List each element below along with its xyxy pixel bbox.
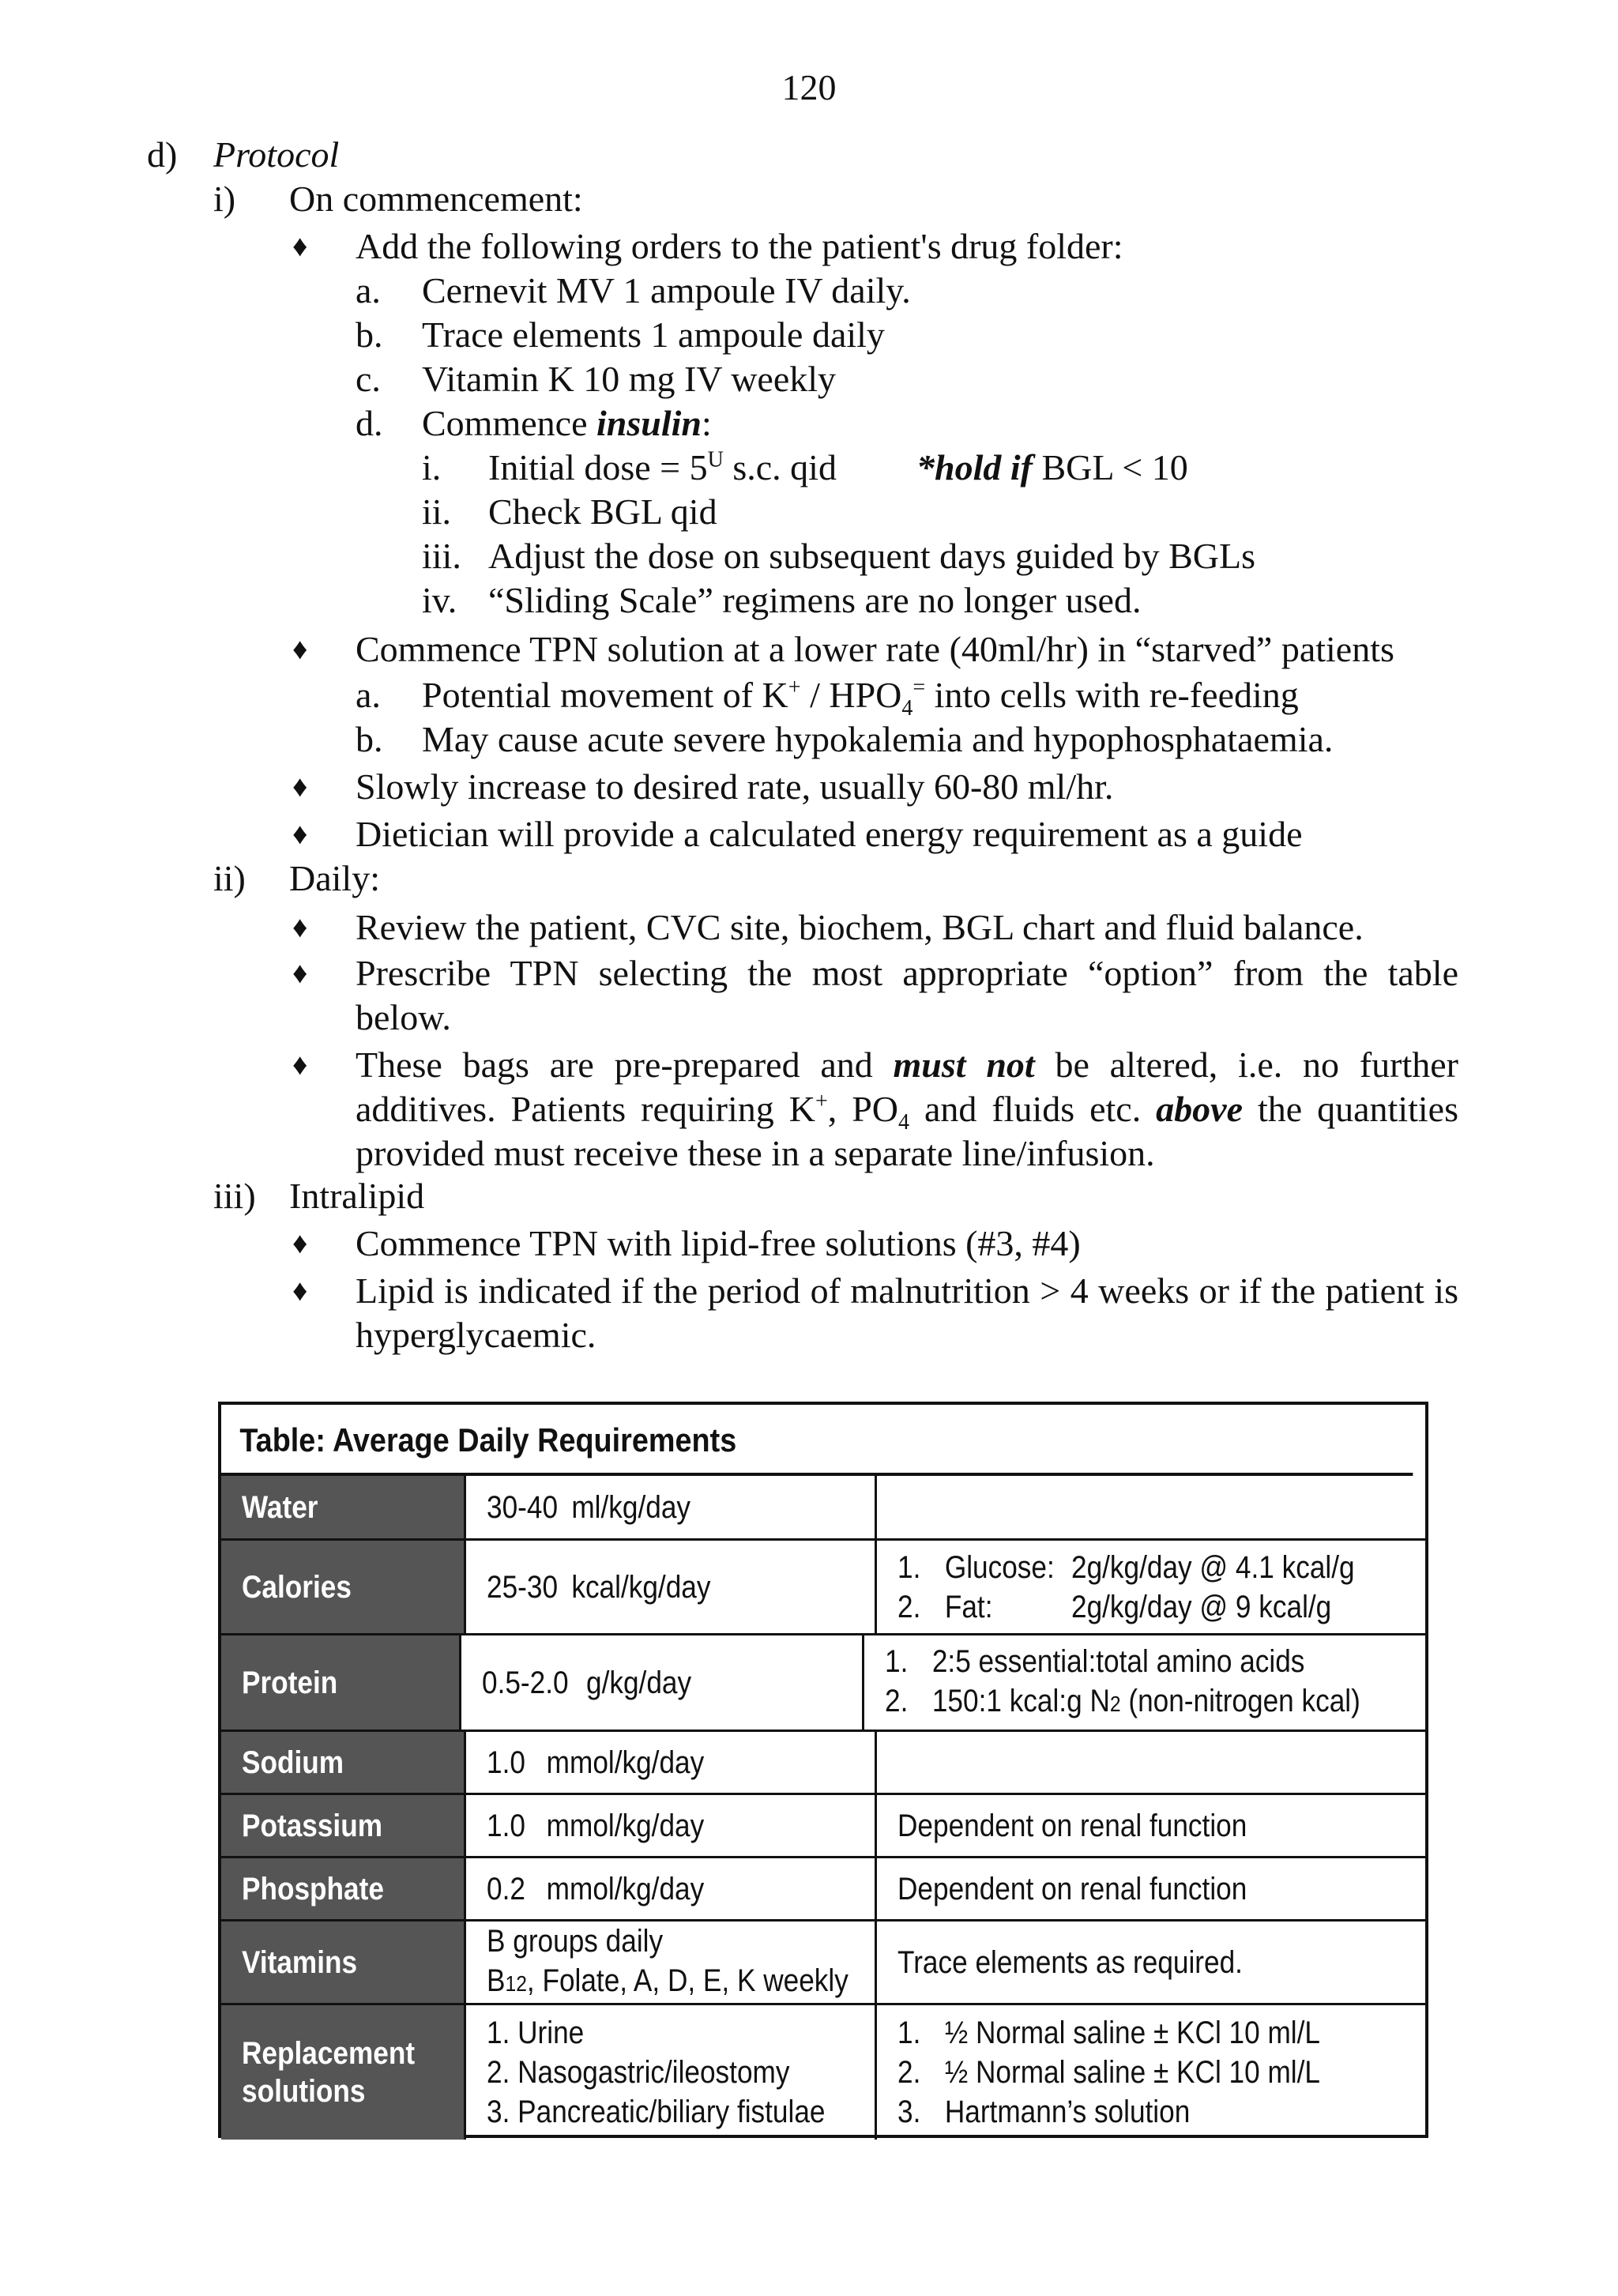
row-header: Calories bbox=[221, 1541, 466, 1633]
subsection-label: iii) bbox=[213, 1176, 256, 1216]
table-row bbox=[221, 1858, 1425, 1921]
row-notes bbox=[877, 1476, 1425, 1538]
section-title: Protocol bbox=[213, 134, 340, 175]
subsection-label: i) bbox=[213, 179, 236, 219]
item-label: b. bbox=[356, 314, 383, 355]
bullet-diamond-icon: ♦ bbox=[292, 957, 308, 990]
row-notes: Trace elements as required. bbox=[897, 1944, 1243, 1980]
row-value: 1.0 mmol/kg/day bbox=[466, 1732, 877, 1793]
item-label: a. bbox=[356, 270, 381, 311]
section-label: d) bbox=[147, 134, 178, 175]
bullet-text: Add the following orders to the patient's drug folder: bbox=[356, 226, 1123, 266]
item-text: May cause acute severe hypokalemia and hypophosphataemia. bbox=[422, 719, 1334, 759]
subsection-title: On commencement: bbox=[289, 179, 583, 219]
subitem-text: “Sliding Scale” regimens are no longer used. bbox=[488, 580, 1142, 620]
bullet-diamond-icon: ♦ bbox=[292, 230, 308, 263]
row-value: 0.5-2.0 g/kg/day bbox=[461, 1635, 864, 1730]
row-notes bbox=[877, 1732, 1425, 1793]
bullet-diamond-icon: ♦ bbox=[292, 1274, 308, 1308]
row-value: 1.0 mmol/kg/day bbox=[466, 1795, 877, 1856]
bullet-text: Slowly increase to desired rate, usually 60-80 ml/hr. bbox=[356, 766, 1114, 807]
table-row bbox=[221, 1635, 1425, 1732]
bullet-text: Commence TPN with lipid-free solutions (#3, #4) bbox=[356, 1223, 1081, 1263]
bullet-diamond-icon: ♦ bbox=[292, 1227, 308, 1260]
item-label: b. bbox=[356, 719, 383, 759]
subitem-text: Check BGL qid bbox=[488, 491, 717, 532]
subitem-label: i. bbox=[422, 447, 442, 487]
item-label: c. bbox=[356, 359, 381, 399]
row-value: 30-40 ml/kg/day bbox=[466, 1476, 877, 1538]
item-label: d. bbox=[356, 403, 383, 443]
item-text: Cernevit MV 1 ampoule IV daily. bbox=[422, 270, 911, 311]
subitem-label: ii. bbox=[422, 491, 452, 532]
subitem-label: iv. bbox=[422, 580, 457, 620]
subsection-label: ii) bbox=[213, 858, 246, 898]
item-text: Vitamin K 10 mg IV weekly bbox=[422, 359, 837, 399]
item-text: Commence insulin: bbox=[422, 403, 712, 443]
bullet-text: These bags are pre-prepared and must not be altered, i.e. no further additives. Patients requiring K+, $PO_4$ and fluids etc. above the quantities provided must receive these in a separate line/infusion. bbox=[356, 1044, 1458, 1173]
bullet-diamond-icon: ♦ bbox=[292, 911, 308, 944]
page-number: 120 bbox=[781, 67, 837, 107]
row-notes: Dependent on renal function bbox=[897, 1808, 1247, 1843]
row-value: 25-30 kcal/kg/day bbox=[466, 1541, 877, 1633]
bullet-diamond-icon: ♦ bbox=[292, 633, 308, 666]
row-header: Replacement solutions bbox=[221, 2005, 466, 2140]
table-row bbox=[221, 2005, 1425, 2140]
bullet-diamond-icon: ♦ bbox=[292, 1048, 308, 1082]
subitem-label: iii. bbox=[422, 536, 461, 576]
row-header: Sodium bbox=[221, 1732, 466, 1793]
table-row bbox=[221, 1795, 1425, 1858]
bullet-text: Dietician will provide a calculated energy requirement as a guide bbox=[356, 814, 1303, 854]
item-text: Trace elements 1 ampoule daily bbox=[422, 314, 885, 355]
requirements-table bbox=[218, 1402, 1428, 2138]
bullet-diamond-icon: ♦ bbox=[292, 818, 308, 851]
row-value: 0.2 mmol/kg/day bbox=[466, 1858, 877, 1919]
row-notes: 1. Glucose: 2g/kg/day @ 4.1 kcal/g 2. Fat: 2g/kg/day @ 9 kcal/g bbox=[897, 1549, 1355, 1624]
subitem-text: Initial dose = $5^U$ s.c. qid bbox=[488, 447, 837, 487]
table-title: Table: Average Daily Requirements bbox=[221, 1405, 1413, 1476]
bullet-text: Lipid is indicated if the period of malnutrition > 4 weeks or if the patient is hyperglycaemic. bbox=[356, 1270, 1458, 1355]
item-label: a. bbox=[356, 675, 381, 715]
row-header: Vitamins bbox=[221, 1921, 466, 2003]
subitem-hold-note: *hold if BGL < 10 bbox=[916, 447, 1188, 487]
row-header: Water bbox=[221, 1476, 466, 1538]
bullet-text: Commence TPN solution at a lower rate (40ml/hr) in “starved” patients bbox=[356, 629, 1394, 669]
row-notes: 1. 2:5 essential:total amino acids 2. 150:1 kcal:g N2 (non-nitrogen kcal) bbox=[885, 1643, 1360, 1718]
subsection-title: Intralipid bbox=[289, 1176, 425, 1216]
row-notes: 1. ½ Normal saline ± KCl 10 ml/L 2. ½ Normal saline ± KCl 10 ml/L 3. Hartmann’s solution bbox=[897, 2016, 1320, 2129]
table-row bbox=[221, 1921, 1425, 2005]
subsection-title: Daily: bbox=[289, 858, 380, 898]
table-row bbox=[221, 1732, 1425, 1795]
bullet-text: Review the patient, CVC site, biochem, BGL chart and fluid balance. bbox=[356, 907, 1364, 947]
row-header: Potassium bbox=[221, 1795, 466, 1856]
row-header: Protein bbox=[221, 1635, 461, 1730]
row-header: Phosphate bbox=[221, 1858, 466, 1919]
item-text: Potential movement of $K^+ / HPO_4^=$ into cells with re-feeding bbox=[422, 675, 1299, 721]
row-value: B groups daily B12, Folate, A, D, E, K weekly bbox=[466, 1921, 877, 2003]
table-row bbox=[221, 1541, 1425, 1635]
table-row bbox=[221, 1476, 1425, 1541]
subitem-text: Adjust the dose on subsequent days guided by BGLs bbox=[488, 536, 1256, 576]
row-value: 1. Urine 2. Nasogastric/ileostomy 3. Pancreatic/biliary fistulae bbox=[466, 2005, 877, 2140]
bullet-diamond-icon: ♦ bbox=[292, 770, 308, 804]
row-notes: Dependent on renal function bbox=[897, 1871, 1247, 1906]
bullet-text: Prescribe TPN selecting the most appropriate “option” from the table below. bbox=[356, 953, 1458, 1037]
